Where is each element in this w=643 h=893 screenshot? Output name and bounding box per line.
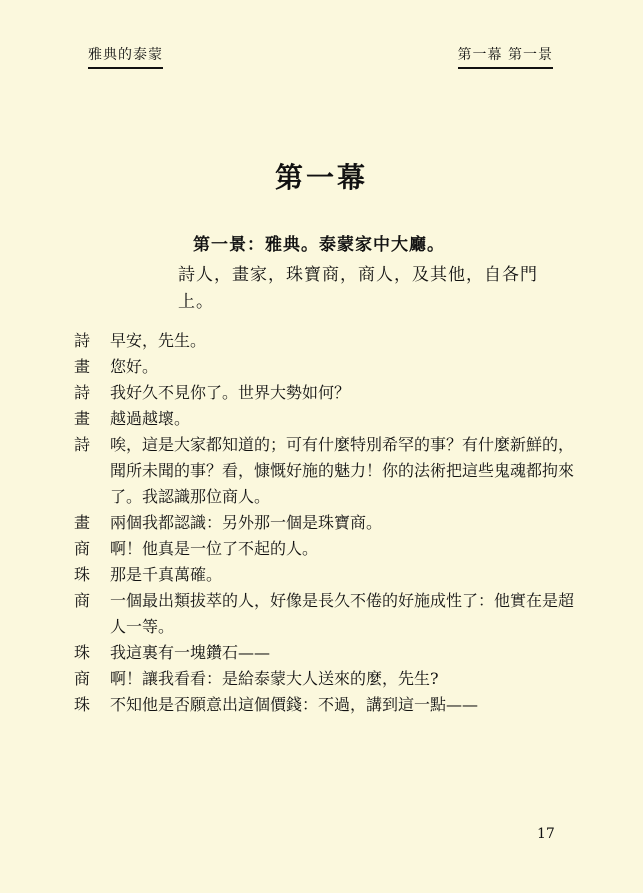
dialogue-line	[74, 536, 574, 562]
dialogue-line	[74, 328, 574, 354]
line-text: 唉，這是大家都知道的；可有什麼特別希罕的事？有什麼新鮮的，聞所未聞的事？看，慷慨好施的魅力！你的法術把這些鬼魂都拘來了。我認識那位商人。	[110, 435, 575, 506]
running-header-section: 第一幕 第一景	[458, 44, 553, 69]
dialogue-line	[74, 640, 574, 666]
speaker: 詩	[74, 331, 91, 350]
line-text: 那是千真萬確。	[110, 565, 223, 584]
speaker: 詩	[74, 435, 91, 454]
line-text: 啊！他真是一位了不起的人。	[110, 539, 319, 558]
speaker: 珠	[74, 565, 91, 584]
speaker: 商	[74, 591, 91, 610]
dialogue-line	[74, 432, 574, 510]
dialogue-line	[74, 666, 574, 692]
speaker: 珠	[74, 695, 91, 714]
dialogue-line	[74, 588, 574, 640]
act-title: 第一幕	[274, 161, 368, 194]
line-text: 早安，先生。	[110, 331, 207, 350]
page-number: 17	[537, 826, 555, 842]
dialogue-line	[74, 510, 574, 536]
line-text: 我這裏有一塊鑽石——	[110, 643, 271, 662]
line-text: 一個最出類拔萃的人，好像是長久不倦的好施成性了：他實在是超人一等。	[110, 591, 575, 636]
dialogue-line	[74, 692, 574, 718]
line-text: 啊！讓我看看：是給泰蒙大人送來的麼，先生?	[110, 669, 439, 688]
speaker: 商	[74, 669, 91, 688]
speaker: 詩	[74, 383, 91, 402]
dialogue-line	[74, 406, 574, 432]
line-text: 越過越壞。	[110, 409, 191, 428]
dialogue	[74, 328, 574, 718]
running-header-title: 雅典的泰蒙	[88, 44, 163, 69]
line-text: 我好久不見你了。世界大勢如何？	[110, 383, 351, 402]
speaker: 畫	[74, 409, 91, 428]
line-text: 不知他是否願意出這個價錢：不過，講到這一點——	[110, 695, 479, 714]
dialogue-line	[74, 354, 574, 380]
line-text: 兩個我都認識：另外那一個是珠寶商。	[110, 513, 383, 532]
speaker: 商	[74, 539, 91, 558]
dialogue-line	[74, 562, 574, 588]
speaker: 畫	[74, 513, 91, 532]
speaker: 珠	[74, 643, 91, 662]
dialogue-line	[74, 380, 574, 406]
speaker: 畫	[74, 357, 91, 376]
line-text: 您好。	[110, 357, 159, 376]
stage-direction: 詩人，畫家，珠寶商，商人，及其他，自各門上。	[178, 265, 538, 312]
scene-title: 第一景：雅典。泰蒙家中大廳。	[193, 235, 445, 255]
